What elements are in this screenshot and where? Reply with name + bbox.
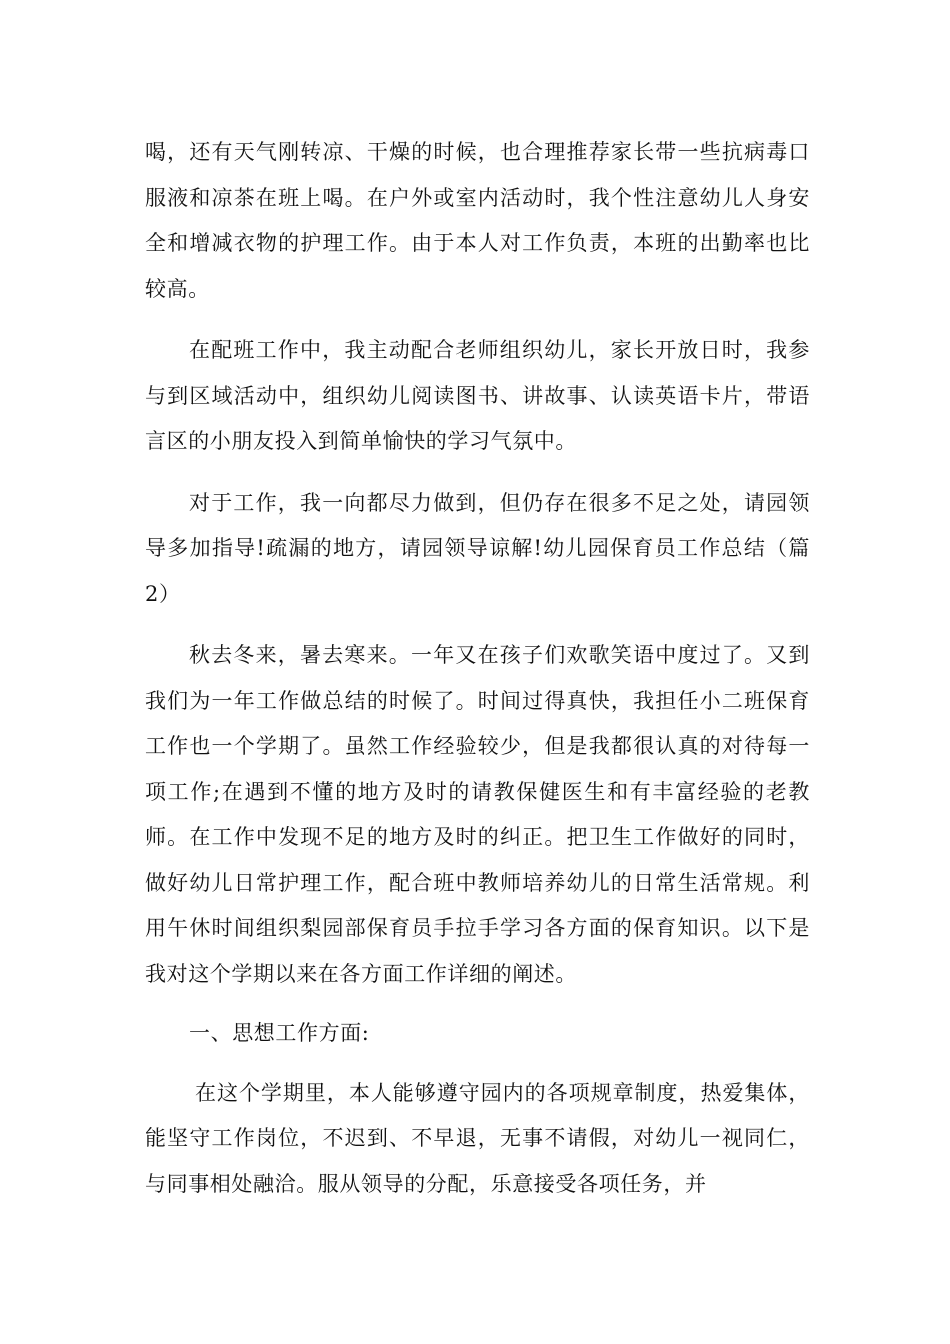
paragraph-ideology: 在这个学期里，本人能够遵守园内的各项规章制度，热爱集体，能坚守工作岗位，不迟到、不早退，无事不请假，对幼儿一视同仁，与同事相处融洽。服从领导的分配，乐意接受各项任务，并 xyxy=(145,1080,810,1196)
paragraph-continuation: 喝，还有天气刚转凉、干燥的时候，也合理推荐家长带一些抗病毒口服液和凉茶在班上喝。在户外或室内活动时，我个性注意幼儿人身安全和增减衣物的护理工作。由于本人对工作负责，本班的出勤率也比较高。 xyxy=(145,140,810,301)
paragraph-closing: 对于工作，我一向都尽力做到，但仍存在很多不足之处，请园领导多加指导!疏漏的地方，请园领导谅解!幼儿园保育员工作总结（篇2） xyxy=(145,490,810,606)
section-heading-ideology: 一、思想工作方面: xyxy=(189,1021,370,1045)
paragraph-class-coordination: 在配班工作中，我主动配合老师组织幼儿，家长开放日时，我参与到区域活动中，组织幼儿阅读图书、讲故事、认读英语卡片，带语言区的小朋友投入到简单愉快的学习气氛中。 xyxy=(145,338,810,453)
paragraph-article-2-intro: 秋去冬来，暑去寒来。一年又在孩子们欢歌笑语中度过了。又到我们为一年工作做总结的时候了。时间过得真快，我担任小二班保育工作也一个学期了。虽然工作经验较少，但是我都很认真的对待每一项工作;在遇到不懂的地方及时的请教保健医生和有丰富经验的老教师。在工作中发现不足的地方及时的纠正。把卫生工作做好的同时，做好幼儿日常护理工作，配合班中教师培养幼儿的日常生活常规。利用午休时间组织梨园部保育员手拉手学习各方面的保育知识。以下是我对这个学期以来在各方面工作详细的阐述。 xyxy=(145,643,810,986)
document-body xyxy=(145,130,810,1207)
